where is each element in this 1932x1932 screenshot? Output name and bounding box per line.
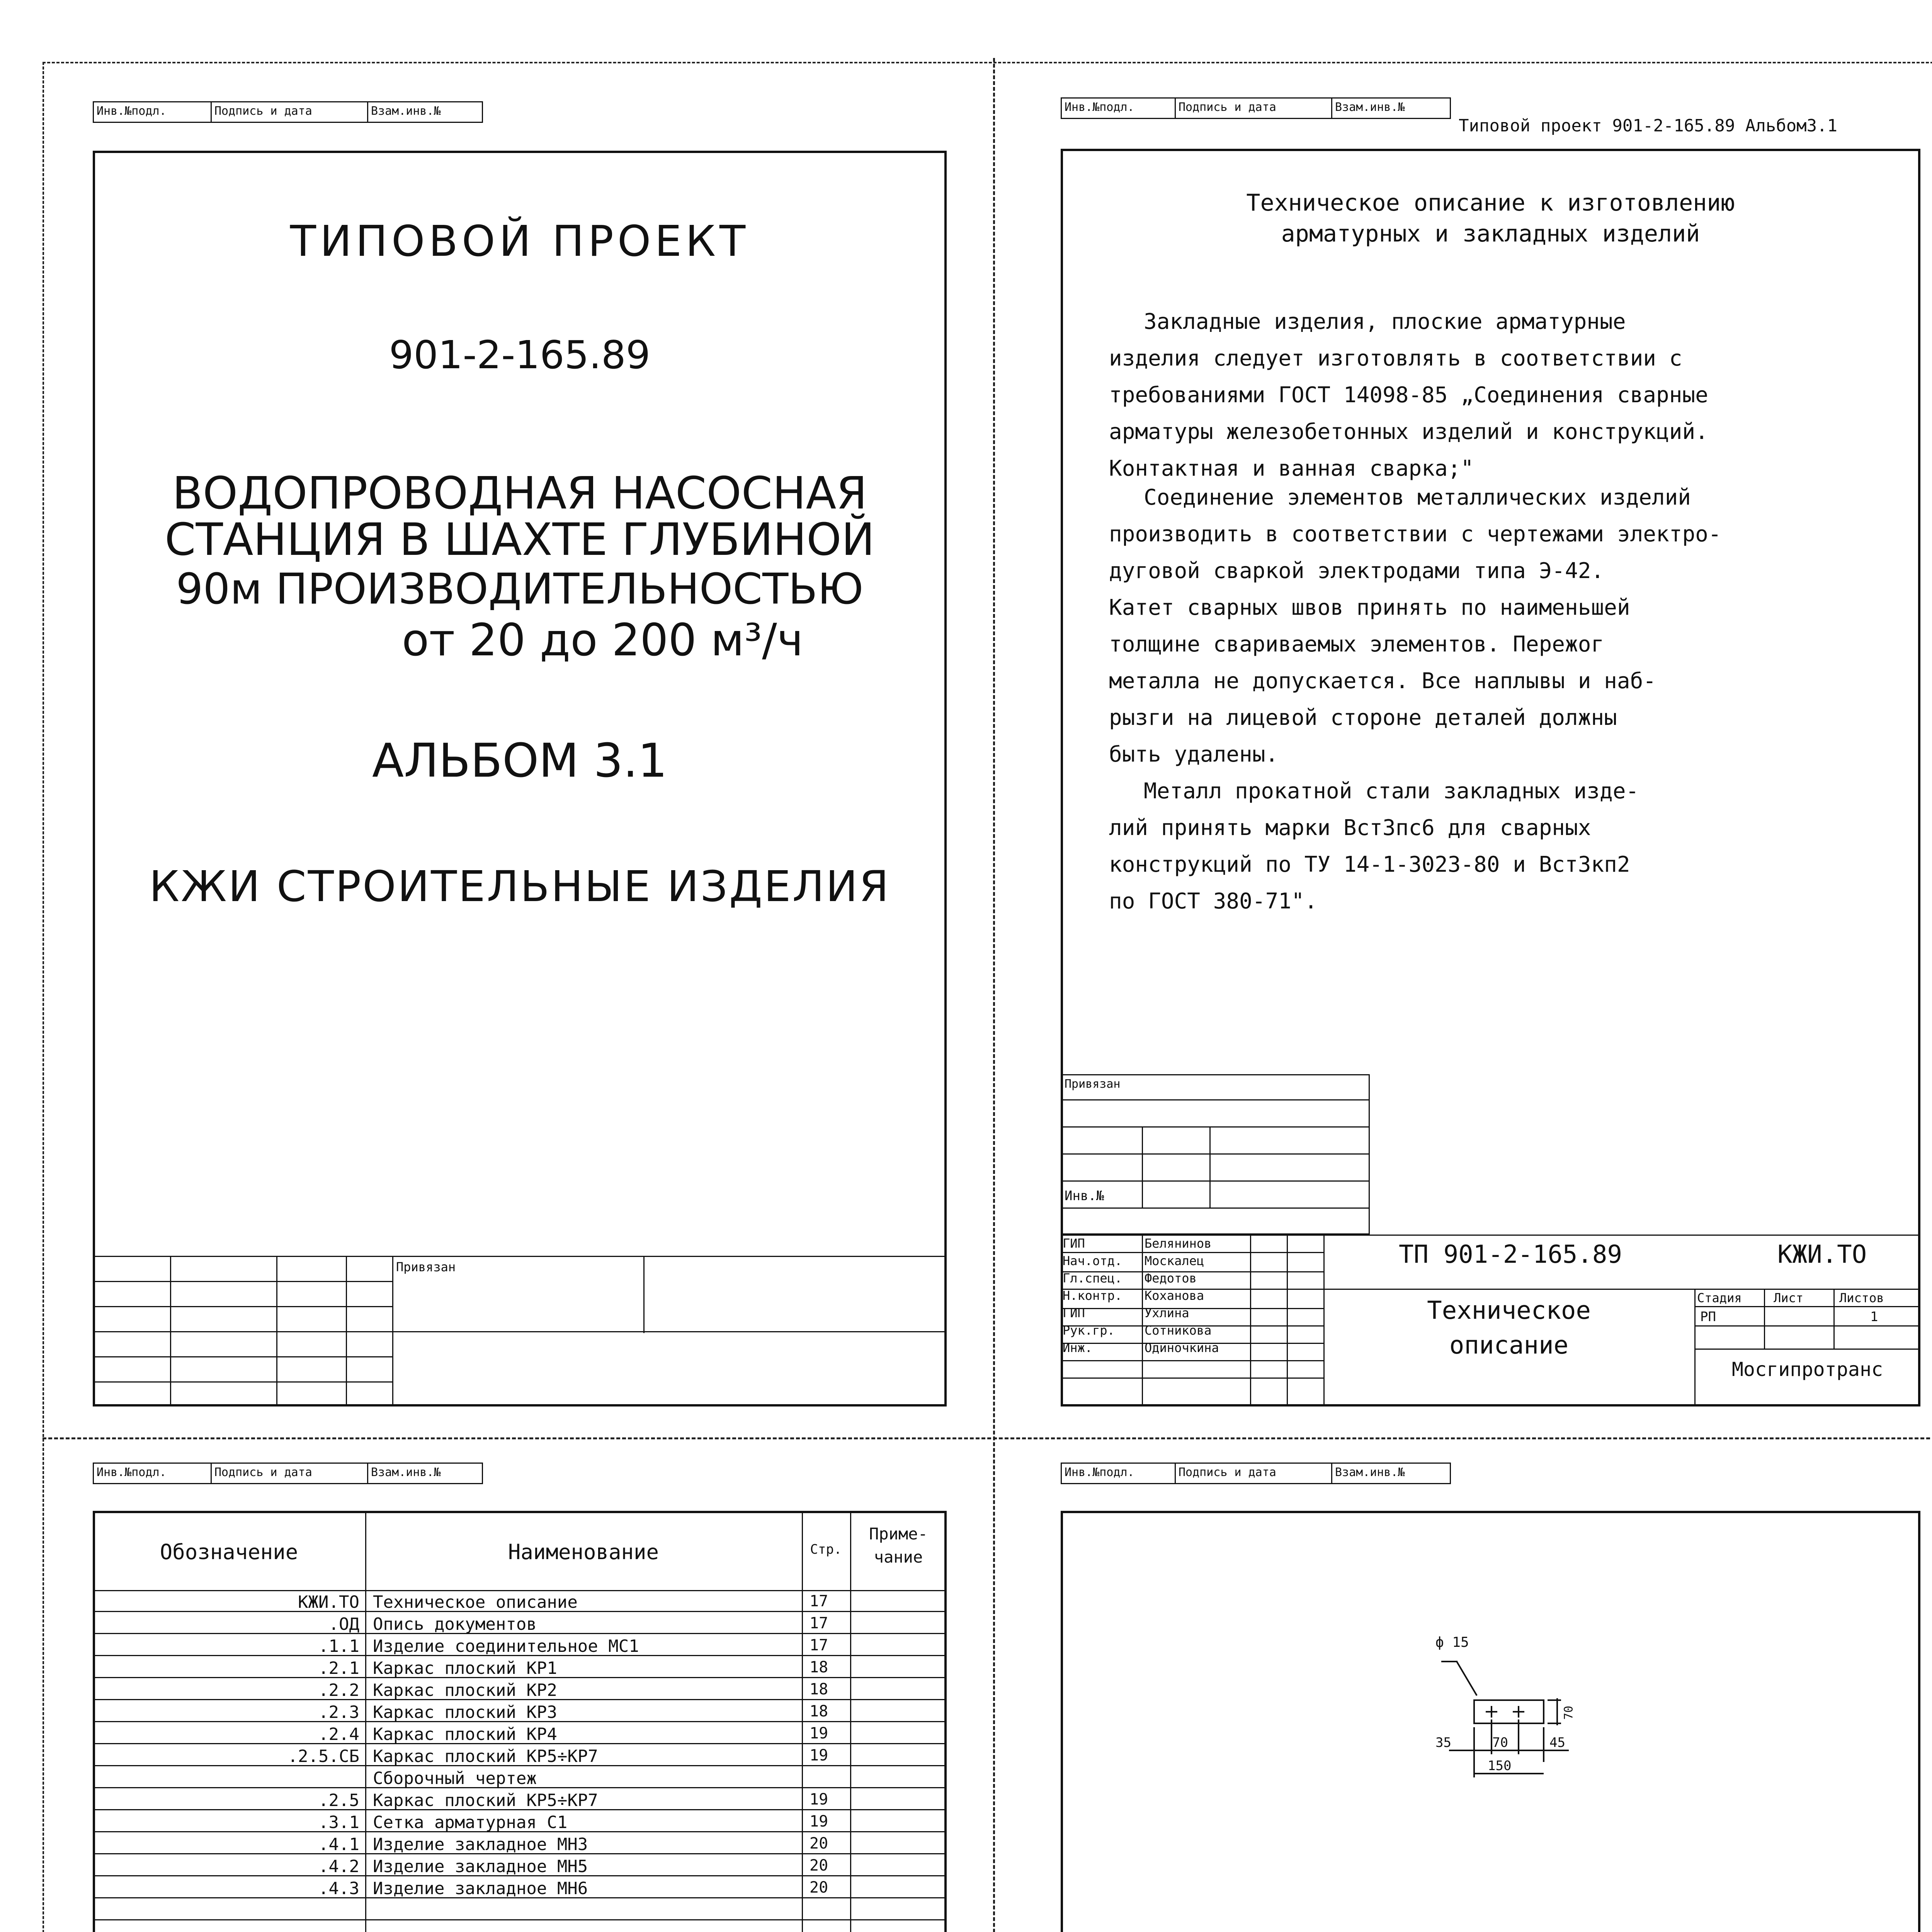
cut-line-top xyxy=(43,62,1932,63)
tech-paragraph-line: требованиями ГОСТ 14098-85 „Соединения сварные xyxy=(1109,383,1708,408)
table-row xyxy=(93,1700,947,1722)
title-person-name: Москалец xyxy=(1145,1253,1204,1268)
toc-cell-code: .2.5 xyxy=(318,1791,359,1810)
tech-code: ТП 901-2-165.89 xyxy=(1399,1240,1622,1269)
table-row xyxy=(93,1634,947,1656)
table-row xyxy=(93,1788,947,1810)
tech-privyazan-label: Привязан xyxy=(1065,1077,1121,1091)
toc-cell-name: Каркас плоский КР4 xyxy=(373,1725,557,1744)
toc-cell-code: .2.4 xyxy=(318,1725,359,1744)
toc-cell-code: .ОД xyxy=(328,1614,359,1634)
stamp-sign-label: Подпись и дата xyxy=(1179,1466,1276,1479)
tech-paragraph-line: производить в соответствии с чертежами электро- xyxy=(1109,522,1721,547)
tech-name-line1: Техническое xyxy=(1427,1296,1591,1325)
toc-cell-page: 18 xyxy=(810,1702,828,1720)
ms1-plate-drawing xyxy=(1376,1623,1607,1832)
stamp-inv-label: Инв.№подл. xyxy=(1065,1466,1134,1479)
tech-heading-line2: арматурных и закладных изделий xyxy=(1281,220,1700,247)
toc-col-note-line1: Приме- xyxy=(869,1524,928,1543)
ms1-dim-height: 70 xyxy=(1562,1706,1576,1720)
title-person-name: Ухлина xyxy=(1145,1306,1189,1320)
toc-cell-page: 17 xyxy=(810,1592,828,1610)
toc-cell-name: Изделие закладное МН5 xyxy=(373,1857,588,1876)
title-role: Гл.спец. xyxy=(1063,1271,1122,1286)
tech-paragraph-line: металла не допускается. Все наплывы и наб- xyxy=(1109,668,1656,694)
tech-inv-label: Инв.№ xyxy=(1065,1188,1104,1204)
table-row xyxy=(93,1810,947,1832)
title-person-name: Федотов xyxy=(1145,1271,1197,1286)
tech-paragraph-line: Катет сварных швов принять по наименьшей xyxy=(1109,595,1630,620)
stamp-vzam-label: Взам.инв.№ xyxy=(371,104,441,118)
toc-cell-name: Изделие закладное МН3 xyxy=(373,1835,588,1854)
title-role: Нач.отд. xyxy=(1063,1253,1122,1268)
table-row xyxy=(93,1766,947,1788)
cover-project-number: 901-2-165.89 xyxy=(389,332,651,378)
table-row xyxy=(93,1832,947,1854)
cover-title-line2: СТАНЦИЯ В ШАХТЕ ГЛУБИНОЙ xyxy=(165,514,875,566)
toc-cell-code: КЖИ.ТО xyxy=(298,1592,359,1612)
ms1-leader-line xyxy=(1457,1662,1477,1696)
tech-mark: КЖИ.ТО xyxy=(1777,1240,1867,1269)
toc-cell-page: 18 xyxy=(810,1658,828,1676)
tech-stadia-value: РП xyxy=(1700,1309,1716,1325)
table-row xyxy=(93,1744,947,1766)
toc-cell-page: 19 xyxy=(810,1791,828,1808)
toc-cell-name: Опись документов xyxy=(373,1614,537,1634)
tech-paragraph-line: Металл прокатной стали закладных изде- xyxy=(1144,779,1639,804)
toc-cell-code: .2.1 xyxy=(318,1658,359,1678)
toc-cell-page: 20 xyxy=(810,1857,828,1874)
cover-title-line3: 90м ПРОИЗВОДИТЕЛЬНОСТЬЮ xyxy=(176,564,864,614)
tech-paragraph-line: рызги на лицевой стороне деталей должны xyxy=(1109,705,1617,730)
title-role: Инж. xyxy=(1063,1340,1093,1355)
toc-cell-name: Сборочный чертеж xyxy=(373,1769,537,1788)
toc-cell-code: .2.2 xyxy=(318,1680,359,1700)
table-row xyxy=(93,1854,947,1876)
toc-cell-page: 19 xyxy=(810,1813,828,1830)
toc-cell-name: Изделие закладное МН6 xyxy=(373,1879,588,1898)
toc-cell-page: 20 xyxy=(810,1835,828,1852)
toc-cell-page: 17 xyxy=(810,1636,828,1654)
tech-paragraph-line: изделия следует изготовлять в соответствии с xyxy=(1109,346,1682,371)
cover-line1: ТИПОВОЙ ПРОЕКТ xyxy=(290,216,750,266)
cover-privyazan-label: Привязан xyxy=(396,1260,456,1274)
toc-col-page: Стр. xyxy=(810,1542,842,1557)
toc-cell-code: .4.2 xyxy=(318,1857,359,1876)
table-row xyxy=(93,1612,947,1634)
cover-section: КЖИ СТРОИТЕЛЬНЫЕ ИЗДЕЛИЯ xyxy=(149,862,890,911)
stamp-sign-label: Подпись и дата xyxy=(214,104,312,118)
toc-cell-code: .4.1 xyxy=(318,1835,359,1854)
toc-cell-page: 17 xyxy=(810,1614,828,1632)
tech-top-note: Типовой проект 901-2-165.89 Альбом3.1 xyxy=(1459,116,1838,136)
stamp-sign-label: Подпись и дата xyxy=(1179,100,1276,114)
tech-paragraph-line: по ГОСТ 380-71". xyxy=(1109,889,1318,914)
tech-paragraph-line: арматуры железобетонных изделий и конструкций. xyxy=(1109,419,1708,444)
toc-cell-name: Каркас плоский КР2 xyxy=(373,1680,557,1700)
toc-cell-name: Каркас плоский КР3 xyxy=(373,1702,557,1722)
tech-listov-value: 1 xyxy=(1870,1309,1878,1325)
toc-cell-code: .1.1 xyxy=(318,1636,359,1656)
toc-cell-page: 19 xyxy=(810,1725,828,1742)
tech-paragraph-line: Соединение элементов металлических изделий xyxy=(1144,485,1691,510)
cut-line-vertical-center xyxy=(993,58,995,1932)
toc-cell-name: Изделие соединительное МС1 xyxy=(373,1636,639,1656)
tech-paragraph-line: быть удалены. xyxy=(1109,742,1279,767)
tech-stadia-label: Стадия xyxy=(1697,1291,1742,1305)
toc-cell-page: 20 xyxy=(810,1879,828,1896)
stamp-inv-label: Инв.№подл. xyxy=(97,104,167,118)
table-row xyxy=(93,1876,947,1898)
stamp-vzam-label: Взам.инв.№ xyxy=(371,1466,441,1479)
ms1-dim-diameter: ф 15 xyxy=(1435,1634,1469,1650)
tech-paragraph-line: толщине свариваемых элементов. Пережог xyxy=(1109,632,1604,657)
tech-paragraph-line: Закладные изделия, плоские арматурные xyxy=(1144,309,1626,334)
title-person-name: Коханова xyxy=(1145,1288,1204,1303)
stamp-vzam-label: Взам.инв.№ xyxy=(1335,1466,1405,1479)
table-row xyxy=(93,1678,947,1700)
toc-cell-name: Техническое описание xyxy=(373,1592,578,1612)
ms1-plate-outline xyxy=(1474,1700,1544,1723)
toc-cell-code: .4.3 xyxy=(318,1879,359,1898)
tech-paragraph-line: Контактная и ванная сварка;" xyxy=(1109,456,1474,481)
ms1-dim-35: 35 xyxy=(1435,1735,1451,1750)
table-row-empty xyxy=(93,1920,947,1932)
toc-col-note-line2: чание xyxy=(874,1548,923,1566)
title-role: Н.контр. xyxy=(1063,1288,1122,1303)
title-role: ГИП xyxy=(1063,1306,1085,1320)
ms1-dim-70: 70 xyxy=(1492,1735,1508,1750)
stamp-inv-label: Инв.№подл. xyxy=(1065,100,1134,114)
toc-cell-code: .2.5.СБ xyxy=(287,1747,359,1766)
tech-paragraph-line: конструкций по ТУ 14-1-3023-80 и Вст3кп2 xyxy=(1109,852,1630,877)
toc-cell-name: Каркас плоский КР1 xyxy=(373,1658,557,1678)
tech-name-line2: описание xyxy=(1449,1331,1569,1360)
table-row xyxy=(93,1590,947,1612)
toc-cell-code: .3.1 xyxy=(318,1813,359,1832)
toc-cell-page: 19 xyxy=(810,1747,828,1764)
cut-line-horizontal-center xyxy=(43,1437,1932,1439)
tech-org: Мосгипротранс xyxy=(1731,1358,1883,1381)
cover-album: АЛЬБОМ 3.1 xyxy=(372,734,667,788)
toc-cell-page: 18 xyxy=(810,1680,828,1698)
toc-cell-name: Каркас плоский КР5÷КР7 xyxy=(373,1747,598,1766)
title-person-name: Одиночкина xyxy=(1145,1340,1219,1355)
stamp-inv-label: Инв.№подл. xyxy=(97,1466,167,1479)
table-row-empty xyxy=(93,1898,947,1920)
cover-title-line1: ВОДОПРОВОДНАЯ НАСОСНАЯ xyxy=(172,468,867,519)
cover-title-line4: от 20 до 200 м³/ч xyxy=(402,614,803,666)
tech-heading-line1: Техническое описание к изготовлению xyxy=(1246,189,1735,216)
cut-line-left xyxy=(43,62,44,1932)
title-role: ГИП xyxy=(1063,1236,1085,1251)
tech-listov-label: Листов xyxy=(1839,1291,1884,1305)
tech-paragraph-line: лий принять марки Вст3пс6 для сварных xyxy=(1109,815,1591,840)
toc-table-body xyxy=(93,1590,947,1932)
toc-cell-name: Каркас плоский КР5÷КР7 xyxy=(373,1791,598,1810)
stamp-sign-label: Подпись и дата xyxy=(214,1466,312,1479)
title-person-name: Белянинов xyxy=(1145,1236,1212,1251)
ms1-dim-150: 150 xyxy=(1488,1758,1512,1774)
table-row xyxy=(93,1656,947,1678)
stamp-vzam-label: Взам.инв.№ xyxy=(1335,100,1405,114)
toc-cell-name: Сетка арматурная С1 xyxy=(373,1813,568,1832)
table-row xyxy=(93,1722,947,1744)
toc-col-designation: Обозначение xyxy=(160,1540,298,1564)
title-person-name: Сотникова xyxy=(1145,1323,1212,1338)
ms1-dim-45: 45 xyxy=(1549,1735,1565,1750)
tech-list-label: Лист xyxy=(1774,1291,1804,1305)
toc-col-name: Наименование xyxy=(508,1540,659,1564)
tech-paragraph-line: дуговой сваркой электродами типа Э-42. xyxy=(1109,558,1604,583)
title-role: Рук.гр. xyxy=(1063,1323,1115,1338)
toc-cell-code: .2.3 xyxy=(318,1702,359,1722)
